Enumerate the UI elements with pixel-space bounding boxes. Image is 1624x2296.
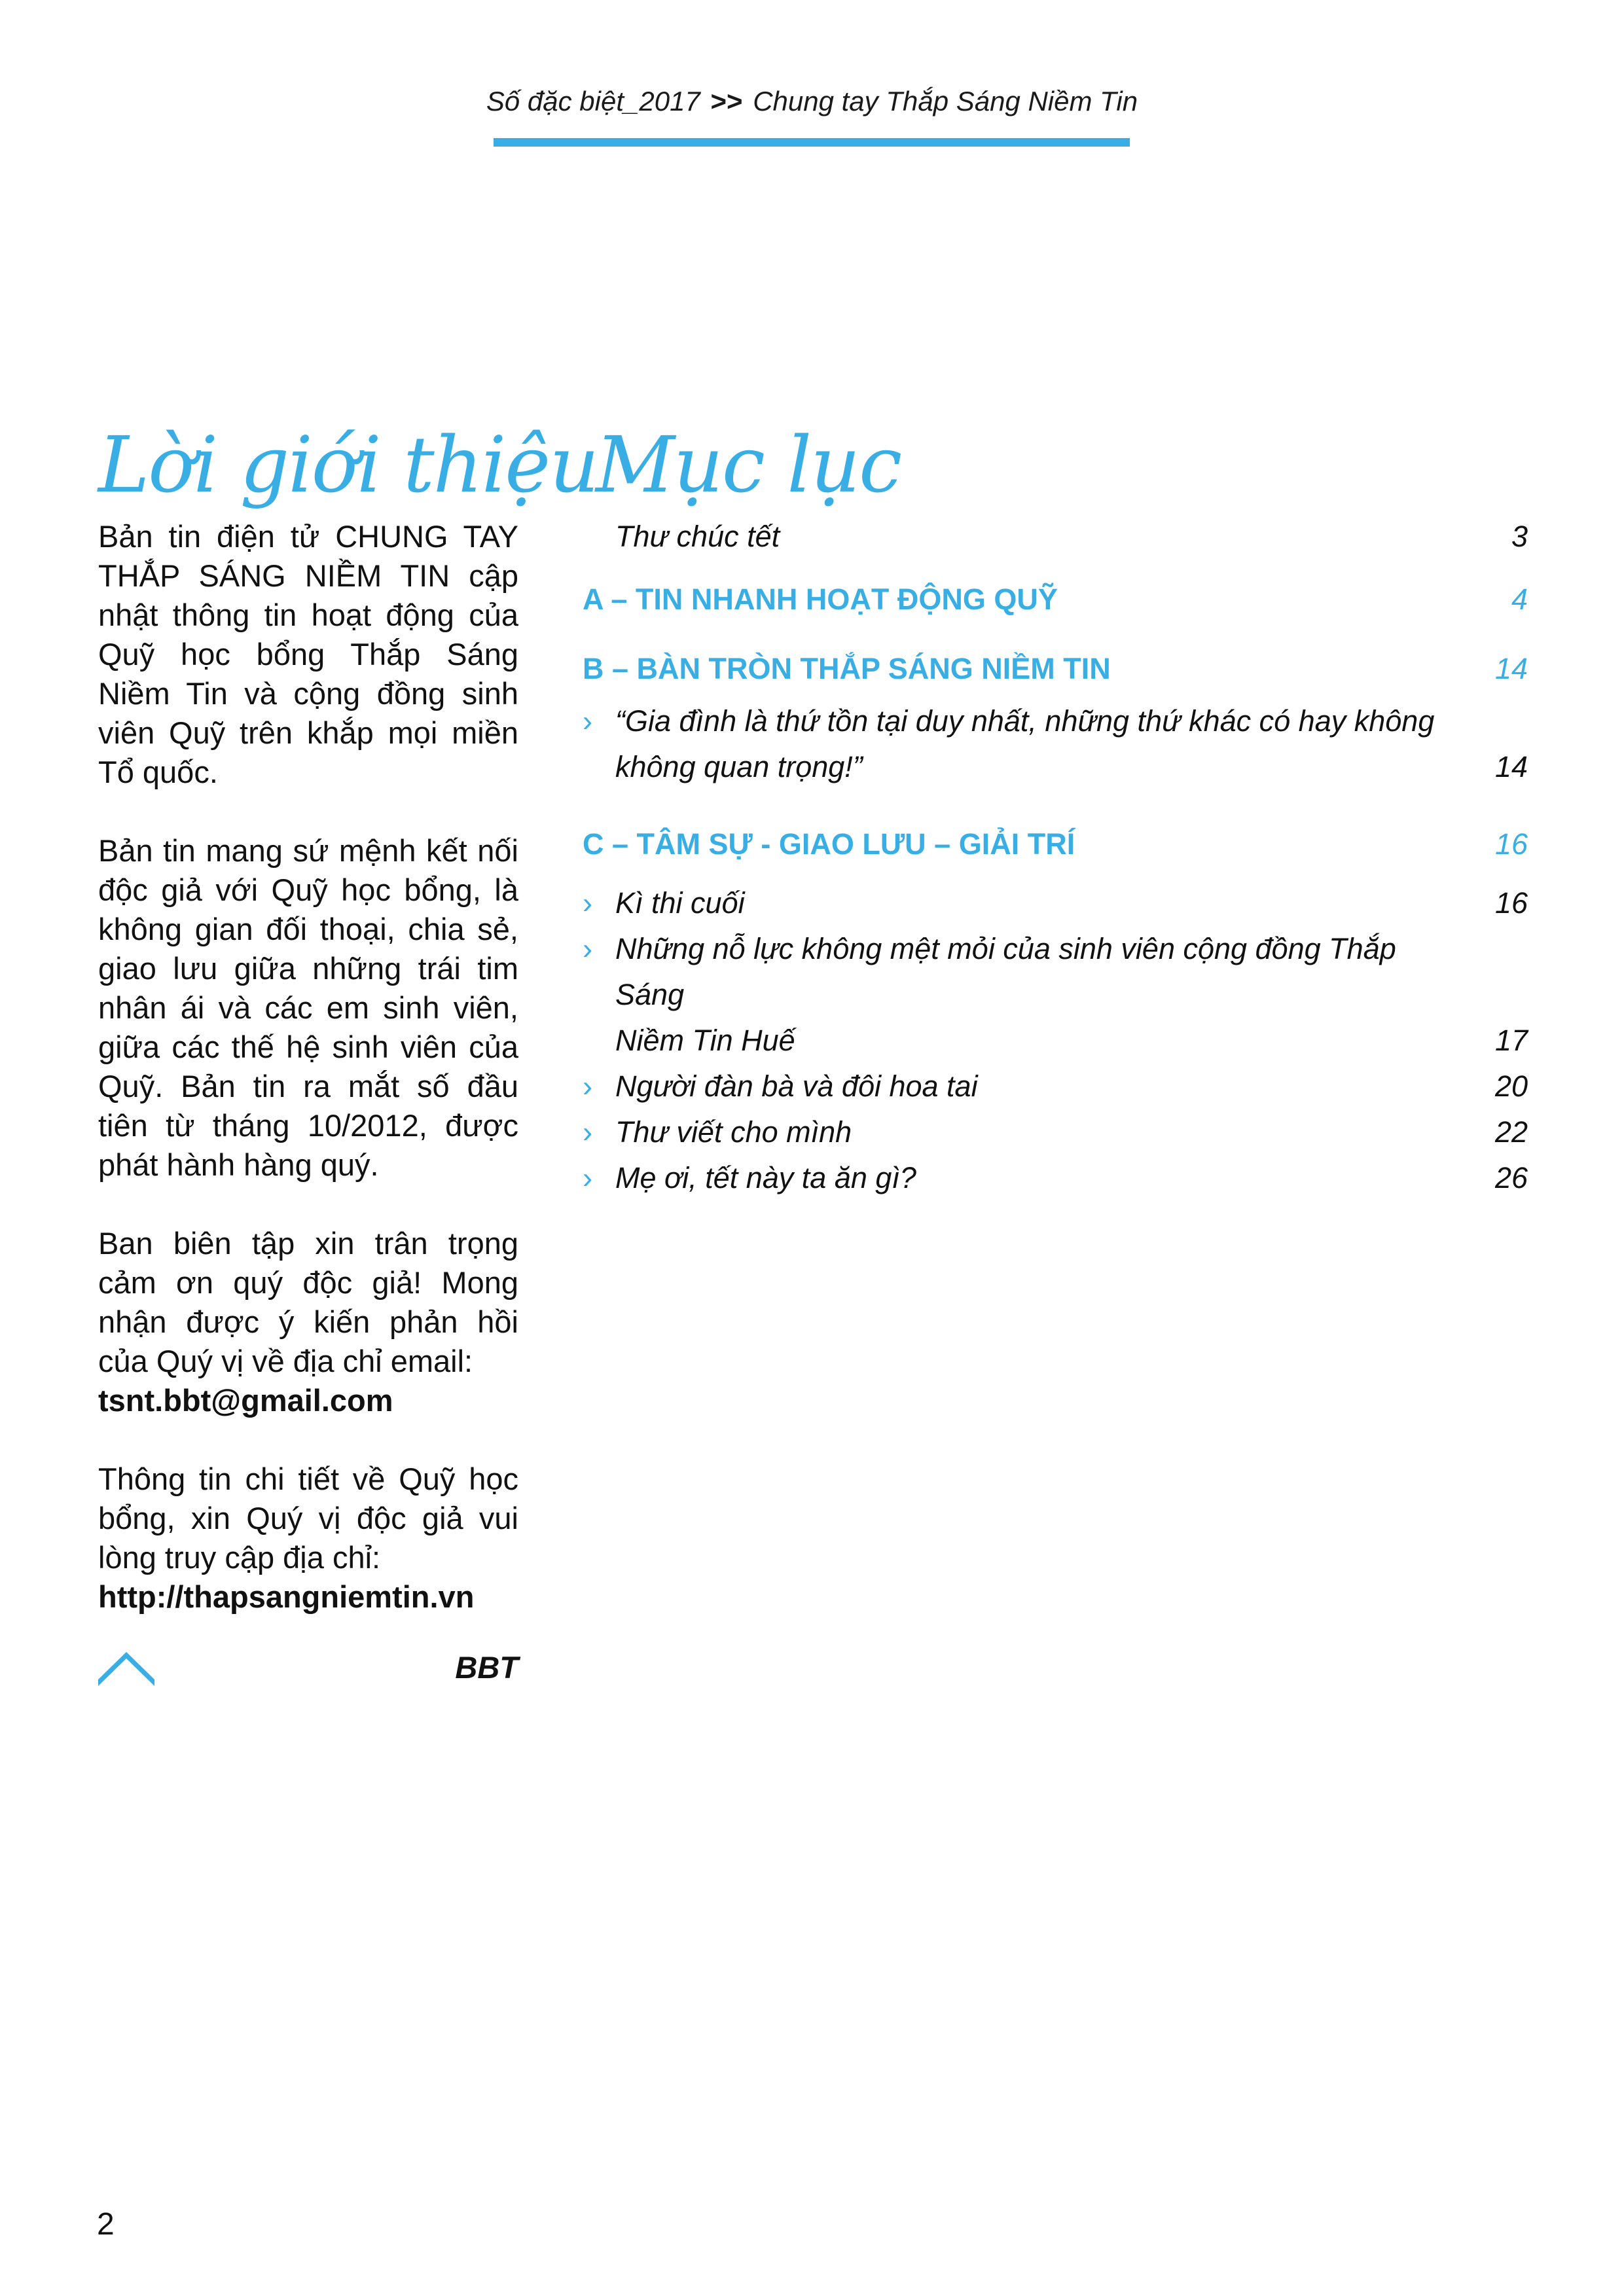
chevron-right-icon: › bbox=[583, 932, 592, 965]
page-number: 2 bbox=[97, 2207, 115, 2242]
toc-entry[interactable] bbox=[583, 1109, 1528, 1155]
intro-paragraph: Bản tin điện tử CHUNG TAY THẮP SÁNG NIỀM TIN cập nhật thông tin hoạt động của Quỹ học bổng Thắp Sáng Niềm Tin và cộng đồng sinh viên Quỹ trên khắp mọi miền Tổ quốc. bbox=[98, 519, 518, 789]
toc-section-label: C – TÂM SỰ - GIAO LƯU – GIẢI TRÍ bbox=[583, 827, 1075, 861]
toc-section[interactable] bbox=[583, 821, 1528, 867]
signature: BBT bbox=[455, 1650, 518, 1685]
toc-section[interactable] bbox=[583, 577, 1528, 622]
toc-section-label: B – BÀN TRÒN THẮP SÁNG NIỀM TIN bbox=[583, 652, 1111, 685]
double-chevron-icon: >> bbox=[710, 86, 743, 117]
chevron-right-icon: › bbox=[583, 1161, 592, 1194]
website-link[interactable]: http://thapsangniemtin.vn bbox=[98, 1579, 475, 1614]
intro-paragraph: Ban biên tập xin trân trọng cảm ơn quý độc giả! Mong nhận được ý kiến phản hồi của Quý vị về địa chỉ email: bbox=[98, 1226, 518, 1378]
toc-entry-page: 26 bbox=[1494, 1161, 1528, 1194]
toc-entry-page: 17 bbox=[1494, 1024, 1528, 1057]
toc-entry-page: 22 bbox=[1494, 1115, 1528, 1149]
chevron-right-icon: › bbox=[583, 1115, 592, 1149]
toc-title: Mục lục bbox=[596, 420, 901, 510]
toc-section-page: 14 bbox=[1494, 652, 1528, 685]
chevron-right-icon: › bbox=[583, 1069, 592, 1103]
running-header bbox=[0, 85, 1624, 118]
toc-entry-label: Mẹ ơi, tết này ta ăn gì? bbox=[615, 1161, 916, 1194]
toc-entry[interactable] bbox=[583, 1064, 1528, 1109]
toc-entry[interactable] bbox=[583, 1155, 1528, 1201]
publication-title: Chung tay Thắp Sáng Niềm Tin bbox=[753, 86, 1138, 117]
intro-paragraph: Bản tin mang sứ mệnh kết nối độc giả với Quỹ học bổng, là không gian đối thoại, chia sẻ, giao lưu giữa những trái tim nhân ái và các em sinh viên, giữa các thế hệ sinh viên của Quỹ. Bản tin ra mắt số đầu tiên từ tháng 10/2012, được phát hành hàng quý. bbox=[98, 833, 518, 1182]
chevron-right-icon: › bbox=[583, 886, 592, 920]
toc-entry[interactable] bbox=[583, 514, 1528, 560]
intro-title: Lời giới thiệu bbox=[98, 420, 598, 510]
toc-entry-label: Thư viết cho mình bbox=[615, 1115, 852, 1149]
table-of-contents bbox=[583, 514, 1528, 1201]
toc-entry-label: Kì thi cuối bbox=[615, 886, 745, 920]
toc-entry[interactable] bbox=[583, 880, 1528, 926]
intro-paragraph: Thông tin chi tiết về Quỹ học bổng, xin Quý vị độc giả vui lòng truy cập địa chỉ: bbox=[98, 1462, 518, 1575]
chevron-up-icon bbox=[98, 1643, 154, 1686]
chevron-right-icon: › bbox=[583, 704, 592, 738]
toc-section-label: A – TIN NHANH HOẠT ĐỘNG QUỸ bbox=[583, 583, 1058, 616]
toc-entry-label: Thư chúc tết bbox=[615, 520, 780, 553]
toc-entry-label: Người đàn bà và đôi hoa tai bbox=[615, 1069, 978, 1103]
toc-entry-page: 14 bbox=[1494, 750, 1528, 783]
email-link[interactable]: tsnt.bbt@gmail.com bbox=[98, 1383, 393, 1418]
toc-section-page: 16 bbox=[1494, 827, 1528, 861]
toc-section[interactable] bbox=[583, 646, 1528, 692]
toc-entry[interactable] bbox=[583, 926, 1528, 1064]
toc-entry-page: 3 bbox=[1511, 520, 1528, 553]
issue-label: Số đặc biệt_2017 bbox=[486, 86, 700, 117]
toc-entry-label: Những nỗ lực không mệt mỏi của sinh viên cộng đồng Thắp Sáng Niềm Tin Huế bbox=[615, 932, 1396, 1057]
toc-entry[interactable] bbox=[583, 698, 1528, 790]
toc-entry-page: 20 bbox=[1494, 1069, 1528, 1103]
toc-entry-label: “Gia đình là thứ tồn tại duy nhất, những thứ khác có hay không không quan trọng!” bbox=[615, 704, 1435, 783]
intro-column bbox=[98, 517, 518, 1617]
toc-section-page: 4 bbox=[1511, 583, 1528, 616]
header-rule bbox=[494, 138, 1130, 147]
toc-entry-page: 16 bbox=[1494, 886, 1528, 920]
